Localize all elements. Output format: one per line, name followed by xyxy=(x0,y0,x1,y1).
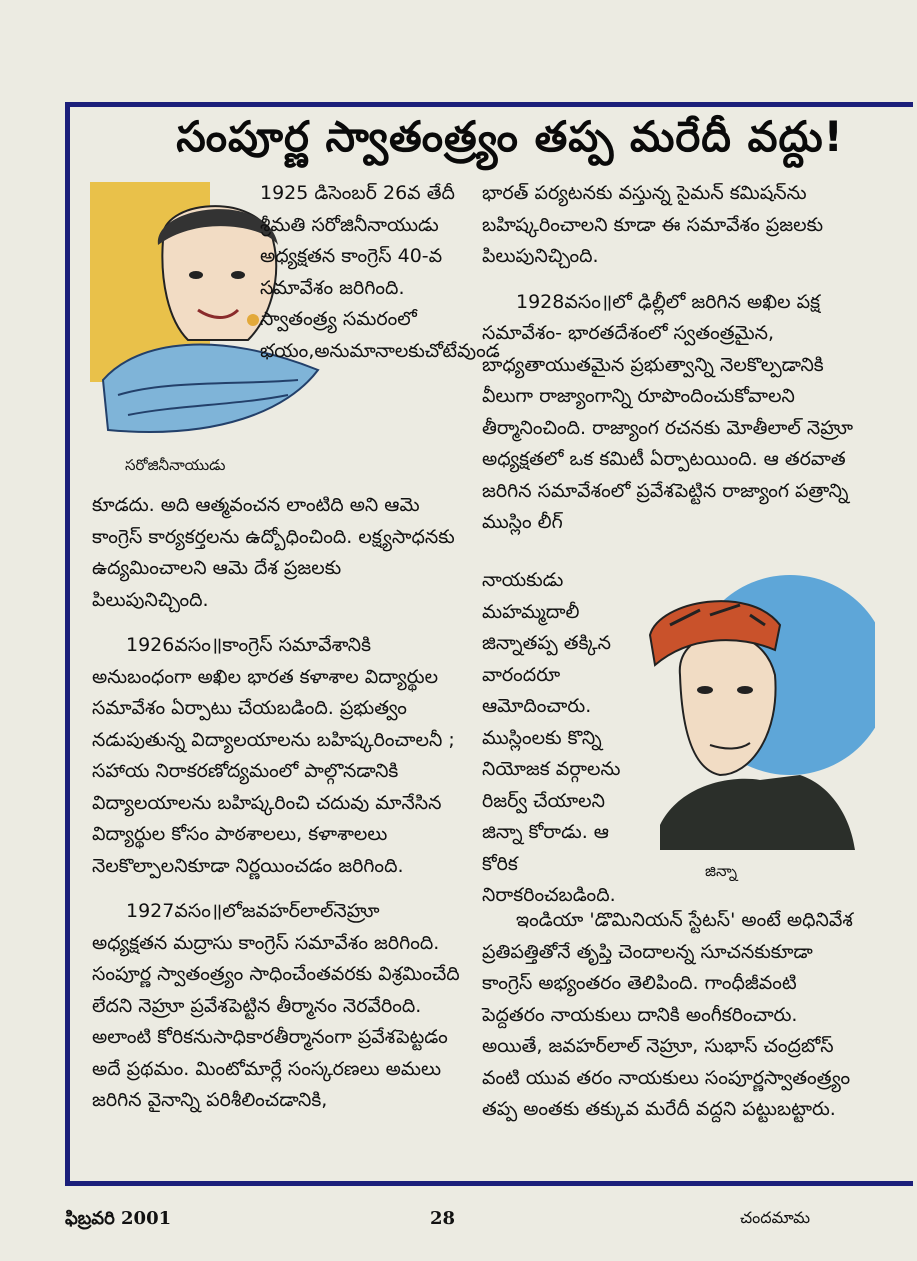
paragraph: 1927వసం॥లోజవహర్‌లాల్‌నెహ్రూ అధ్యక్షతన మద్రాసు కాంగ్రెస్ సమావేశం జరిగింది. సంపూర్ణ స్వాతంత్ర్యం సాధించేంతవరకు విశ్రమించేది లేదని నెహ్రూ ప్రవేశపెట్టిన తీర్మానం నెరవేరింది. అలాంటి కోరికనుసాధికారతీర్మానంగా ప్రవేశపెట్టడం అదే ప్రథమం. మింటోమార్లే సంస్కరణలు అమలు జరిగిన వైనాన్ని పరిశీలించడానికి, xyxy=(92,900,460,1111)
left-top-text xyxy=(260,178,500,367)
jinnah-portrait xyxy=(640,565,875,855)
right-column-mid xyxy=(482,565,642,912)
paragraph: 1926వసం॥కాంగ్రెస్ సమావేశానికి అనుబంధంగా అఖిల భారత కళాశాల విద్యార్థుల సమావేశం ఏర్పాటు చేయబడింది. ప్రభుత్వం నడుపుతున్న విద్యాలయాలను బహిష్కరించాలనీ ; సహాయ నిరాకరణోద్యమంలో పాల్గొనడానికి విద్యాలయాలను బహిష్కరించి చదువు మానేసిన విద్యార్థుల కోసం పాఠశాలలు, కళాశాలలు నెలకొల్పాలనికూడా నిర్ణయించడం జరిగింది. xyxy=(92,634,455,877)
paragraph: 1928వసం॥లో ఢిల్లీలో జరిగిన అఖిల పక్ష సమావేశం- భారతదేశంలో స్వతంత్రమైన, బాధ్యతాయుతమైన ప్రభుత్వాన్ని నెలకొల్పడానికి వీలుగా రాజ్యాంగాన్ని రూపొందించుకోవాలని తీర్మానించింది. రాజ్యాంగ రచనకు మోతీలాల్ నెహ్రూ అధ్యక్షతలో ఒక కమిటీ ఏర్పాటయింది. ఆ తరవాత జరిగిన సమావేశంలో ప్రవేశపెట్టిన రాజ్యాంగ పత్రాన్ని ముస్లిం లీగ్ xyxy=(482,290,854,533)
article-title: సంపూర్ణ స్వాతంత్ర్యం తప్ప మరేదీ వద్దు! xyxy=(176,112,844,161)
paragraph: నాయకుడు మహమ్మదాలీ జిన్నాతప్ప తక్కిన వారందరూ ఆమోదించారు. ముస్లింలకు కొన్ని నియోజక వర్గాలను రిజర్వ్ చేయాలని జిన్నా కోరాడు. ఆ కోరిక నిరాకరించబడింది. xyxy=(482,569,621,906)
left-column xyxy=(92,490,460,1117)
sarojini-caption: సరోజినీనాయుడు xyxy=(125,456,226,474)
right-column-top xyxy=(482,178,862,539)
paragraph: భారత్ పర్యటనకు వస్తున్న సైమన్ కమిషన్‌ను బహిష్కరించాలని కూడా ఈ సమావేశం ప్రజలకు పిలుపునిచ్చింది. xyxy=(482,182,824,267)
paragraph: ఇండియా 'డొమినియన్ స్టేటస్' అంటే అధినివేశ ప్రతిపత్తితోనే తృప్తి చెందాలన్న సూచనకుకూడా కాంగ్రెస్ అభ్యంతరం తెలిపింది. గాంధీజీవంటి పెద్దతరం నాయకులు దానికి అంగీకరించారు. అయితే, జవహర్‌లాల్ నెహ్రూ, సుభాస్ చంద్రబోస్ వంటి యువ తరం నాయకులు సంపూర్ణస్వాతంత్ర్యం తప్ప అంతకు తక్కువ మరేదీ వద్దని పట్టుబట్టారు. xyxy=(482,909,853,1120)
page-number: 28 xyxy=(430,1208,456,1229)
footer-date: ఫిబ్రవరి 2001 xyxy=(65,1208,172,1229)
paragraph: కూడదు. అది ఆత్మవంచన లాంటిది అని ఆమె కాంగ్రెస్ కార్యకర్తలను ఉద్బోధించింది. లక్ష్యసాధనకు ఉద్యమించాలని ఆమె దేశ ప్రజలకు పిలుపునిచ్చింది. xyxy=(92,494,455,611)
paragraph: 1925 డిసెంబర్ 26వ తేదీ శ్రీమతి సరోజినీనాయుడు అధ్యక్షతన కాంగ్రెస్ 40-వ సమావేశం జరిగింది. స్వాతంత్ర్య సమరంలో భయం,అనుమానాలకుచోటేవుండ xyxy=(260,182,500,362)
right-column-bottom xyxy=(482,905,862,1126)
magazine-name: చందమామ xyxy=(740,1208,811,1227)
jinnah-caption: జిన్నా xyxy=(705,862,738,880)
